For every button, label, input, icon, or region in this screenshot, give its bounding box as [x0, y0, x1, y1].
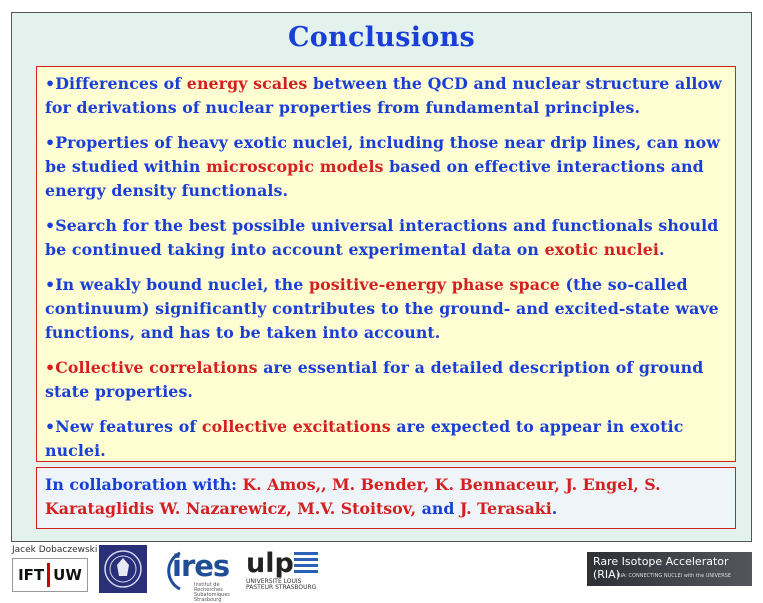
ires-text: ires	[172, 549, 230, 583]
ift-text: IFT	[18, 566, 45, 584]
bullet-item	[45, 72, 727, 120]
highlight-text: K. Amos,, M. Bender, K. Bennaceur, J. Engel, S. Karataglidis W. Nazarewicz, M.V. Stoitsov,	[45, 475, 661, 518]
body-text: •Differences of	[45, 74, 187, 93]
conclusions-box	[36, 66, 736, 462]
uw-text: UW	[53, 566, 82, 584]
body-text: •In weakly bound nuclei, the	[45, 275, 309, 294]
highlight-text: exotic nuclei	[544, 240, 659, 259]
highlight-text: collective excitations	[201, 417, 391, 436]
body-text: are expected to appear in exotic nuclei.	[45, 417, 684, 460]
bullet-item	[45, 415, 727, 462]
ires-logo	[158, 549, 242, 603]
body-text: (the so-called continuum) significantly contributes to the ground- and excited-state wave functions, and has to be taken into account.	[45, 275, 719, 342]
collaboration-box	[36, 467, 736, 529]
body-text: based on effective interactions and energy density functionals.	[45, 157, 704, 200]
ria-subtitle: RIA: CONNECTING NUCLEI with the UNIVERSE	[617, 573, 731, 579]
body-text: •Search for the best possible universal interactions and functionals should be continued taking into account experimental data on	[45, 216, 719, 259]
author-name: Jacek Dobaczewski	[12, 545, 98, 555]
bullet-item	[45, 131, 727, 203]
highlight-text: •Collective correlations	[45, 358, 258, 377]
highlight-text: positive-energy phase space	[308, 275, 560, 294]
ulp-subtitle: UNIVERSITÉ LOUIS PASTEUR STRASBOURG	[246, 578, 317, 591]
ires-subtitle: Institut de Recherches Subatomiques Strasbourg	[194, 582, 230, 603]
bullet-item	[45, 273, 727, 345]
body-text: .	[658, 240, 665, 259]
university-of-warsaw-seal-icon	[99, 545, 147, 593]
bullet-item	[45, 214, 727, 262]
bullet-item	[45, 356, 727, 404]
body-text: between the QCD and nuclear structure allow for derivations of nuclear properties from fundamental principles.	[45, 74, 722, 117]
ulp-text: ulp	[246, 548, 294, 579]
body-text: •Properties of heavy exotic nuclei, including those near drip lines, can now be studied within	[45, 133, 720, 176]
highlight-text: J. Terasaki	[459, 499, 552, 518]
body-text: .	[551, 499, 558, 518]
ulp-logo	[246, 548, 322, 594]
collaboration-text	[45, 473, 727, 521]
body-text: In collaboration with:	[45, 475, 243, 494]
body-text: •New features of	[45, 417, 202, 436]
body-text: are essential for a detailed description of ground state properties.	[45, 358, 704, 401]
logo-divider	[47, 563, 50, 587]
highlight-text: microscopic models	[206, 157, 384, 176]
ria-title: Rare Isotope Accelerator (RIA)	[593, 555, 729, 581]
ria-logo	[587, 552, 752, 586]
ift-uw-logo	[12, 558, 88, 592]
highlight-text: energy scales	[186, 74, 308, 93]
slide-title: Conclusions	[287, 22, 476, 53]
body-text: and	[416, 499, 460, 518]
